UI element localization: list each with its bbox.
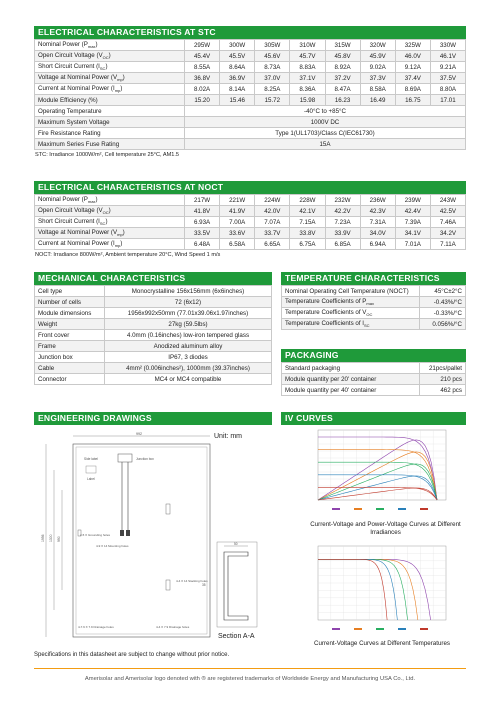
- dim-inner2: 990: [57, 536, 61, 542]
- row-label: [35, 40, 185, 51]
- value-cell: 210 pcs: [420, 374, 466, 385]
- value-cell: 6.58A: [220, 239, 255, 250]
- value-cell: 37.1V: [290, 73, 325, 84]
- table-row: [35, 330, 272, 341]
- value-cell: 46.0V: [395, 51, 430, 62]
- footer-trademark: Amerisolar and Amerisolar logo denoted with ® are registered trademarks of Worldwide Energy and Manufacturing USA Co., Ltd.: [84, 676, 416, 682]
- row-label: [35, 297, 105, 308]
- value-cell: 8.55A: [185, 62, 220, 73]
- stc-header: ELECTRICAL CHARACTERISTICS AT STC: [34, 26, 466, 39]
- label-text: Nominal Operating Cell Temperature (NOCT): [285, 287, 409, 295]
- row-label: [35, 319, 105, 330]
- legend-swatch: [354, 628, 362, 630]
- label-text: Front cover: [38, 331, 70, 339]
- legend-swatch: [354, 508, 362, 510]
- row-label: [35, 341, 105, 352]
- temp-header: TEMPERATURE CHARACTERISTICS: [281, 272, 466, 285]
- label-text: Temperature Coefficients of P: [285, 297, 367, 305]
- label-text: Connector: [38, 375, 67, 383]
- value-cell: 236W: [360, 195, 395, 206]
- label-box: [86, 466, 96, 473]
- value-cell: 6.75A: [290, 239, 325, 250]
- table-row: [35, 51, 466, 62]
- table-row: [35, 128, 466, 139]
- mech-header: MECHANICAL CHARACTERISTICS: [34, 272, 272, 285]
- row-label: [35, 352, 105, 363]
- table-row: [35, 217, 466, 228]
- value-cell: 7.07A: [255, 217, 290, 228]
- table-row: [35, 206, 466, 217]
- label-subscript: SC: [99, 221, 106, 227]
- table-row: [35, 341, 272, 352]
- label-subscript: OC: [102, 55, 109, 61]
- value-cell: 15.20: [185, 95, 220, 106]
- value-cell: 37.0V: [255, 73, 290, 84]
- row-label: [35, 217, 185, 228]
- row-label: [282, 385, 420, 396]
- table-row: [282, 385, 466, 396]
- value-cell: 15A: [185, 139, 466, 150]
- row-label: Maximum System Voltage: [35, 117, 185, 128]
- table-row: [35, 363, 272, 374]
- value-cell: IP67, 3 diodes: [105, 352, 272, 363]
- table-row: [35, 286, 272, 297]
- value-cell: 217W: [185, 195, 220, 206]
- label-text: Junction box: [38, 353, 73, 361]
- value-cell: 45.4V: [185, 51, 220, 62]
- value-cell: 7.15A: [290, 217, 325, 228]
- value-cell: 45.9V: [360, 51, 395, 62]
- label-tail: ): [105, 217, 108, 225]
- table-row: [35, 239, 466, 250]
- row-label: Operating Temperature: [35, 106, 185, 117]
- value-cell: 8.64A: [220, 62, 255, 73]
- iv-caption-1: Current-Voltage and Power-Voltage Curves at Different Irradiances: [310, 521, 461, 536]
- value-cell: 34.0V: [360, 228, 395, 239]
- label-text: Module quantity per 40' container: [285, 386, 377, 394]
- value-cell: 221W: [220, 195, 255, 206]
- value-cell: 8.73A: [255, 62, 290, 73]
- row-label: [282, 319, 420, 330]
- table-row: [282, 286, 466, 297]
- value-cell: 15.72: [255, 95, 290, 106]
- value-cell: 4.0mm (0.16inches) low-iron tempered glass: [105, 330, 272, 341]
- table-row: [35, 297, 272, 308]
- value-cell: 7.31A: [360, 217, 395, 228]
- junction-box-label: Junction box: [136, 457, 154, 461]
- value-cell: 21pcs/pallet: [420, 363, 466, 374]
- label-text: Module dimensions: [38, 309, 92, 317]
- unit-label: Unit: mm: [214, 433, 242, 440]
- value-cell: 16.49: [360, 95, 395, 106]
- legend-swatch: [420, 508, 428, 510]
- value-cell: 330W: [430, 40, 465, 51]
- value-cell: 9.21A: [430, 62, 465, 73]
- value-cell: 34.2V: [430, 228, 465, 239]
- label-text: Voltage at Nominal Power (V: [38, 73, 118, 81]
- dim-section-w: 50: [234, 542, 238, 546]
- label-subscript: mp: [117, 77, 123, 83]
- stc-note: STC: Irradiance 1000W/m², Cell temperature 25°C, AM1.5: [35, 152, 180, 158]
- iv-caption-2: Current-Voltage Curves at Different Temperatures: [314, 640, 450, 647]
- label-text: Nominal Power (P: [38, 40, 88, 48]
- row-label: [282, 286, 420, 297]
- value-cell: -0.43%/°C: [420, 297, 466, 308]
- row-label: [35, 51, 185, 62]
- noct-note: NOCT: Irradiance 800W/m², Ambient temperature 20°C, Wind Speed 1 m/s: [35, 252, 221, 258]
- row-label: [282, 374, 420, 385]
- label-text: Short Circuit Current (I: [38, 217, 100, 225]
- label-text: Cable: [38, 364, 55, 372]
- noct-section: [34, 181, 466, 260]
- value-cell: 295W: [185, 40, 220, 51]
- value-cell: 462 pcs: [420, 385, 466, 396]
- label-text: Cell type: [38, 287, 63, 295]
- disclaimer: Specifications in this datasheet are subject to change without prior notice.: [34, 652, 230, 658]
- legend-swatch: [420, 628, 428, 630]
- mech-table: [34, 285, 272, 385]
- pack-section: [281, 349, 466, 396]
- iv-chart-irradiance: [302, 428, 462, 520]
- value-cell: 46.1V: [430, 51, 465, 62]
- label-subscript: SC: [99, 66, 106, 72]
- label-tail: ): [105, 62, 108, 70]
- row-label: [35, 330, 105, 341]
- legend-swatch: [332, 628, 340, 630]
- row-label: [35, 62, 185, 73]
- row-label: [35, 95, 185, 106]
- value-cell: 7.23A: [325, 217, 360, 228]
- value-cell: 239W: [395, 195, 430, 206]
- value-cell: 1000V DC: [185, 117, 466, 128]
- pack-header: PACKAGING: [281, 349, 466, 362]
- row-label: [282, 297, 420, 308]
- value-cell: 33.9V: [325, 228, 360, 239]
- value-cell: 42.3V: [360, 206, 395, 217]
- footer-divider: [34, 668, 466, 669]
- label-text: Module quantity per 20' container: [285, 375, 377, 383]
- value-cell: 41.9V: [220, 206, 255, 217]
- label-text: Current at Nominal Power (I: [38, 239, 115, 247]
- table-row: [35, 352, 272, 363]
- value-cell: 45.5V: [220, 51, 255, 62]
- row-label: [35, 84, 185, 95]
- grounding-holes-label: 2-5 X Grounding holes: [80, 533, 111, 537]
- value-cell: 8.80A: [430, 84, 465, 95]
- table-row: [35, 195, 466, 206]
- value-cell: 6.94A: [360, 239, 395, 250]
- value-cell: 42.5V: [430, 206, 465, 217]
- label-subscript: mp: [114, 243, 121, 249]
- mech-section: [34, 272, 272, 385]
- value-cell: 33.7V: [255, 228, 290, 239]
- label-text: Voltage at Nominal Power (V: [38, 228, 118, 236]
- noct-table: [34, 194, 466, 250]
- value-cell: 33.5V: [185, 228, 220, 239]
- stc-table: [34, 39, 466, 150]
- row-label: [35, 195, 185, 206]
- value-cell: 8.14A: [220, 84, 255, 95]
- table-row: [35, 308, 272, 319]
- table-row: [35, 117, 466, 128]
- value-cell: 16.75: [395, 95, 430, 106]
- table-row: [35, 40, 466, 51]
- table-row: [35, 106, 466, 117]
- value-cell: 6.85A: [325, 239, 360, 250]
- row-label: [35, 73, 185, 84]
- stc-section: [34, 26, 466, 160]
- iv-header: IV CURVES: [281, 412, 466, 425]
- table-row: [35, 84, 466, 95]
- value-cell: 6.93A: [185, 217, 220, 228]
- value-cell: Type 1(UL1703)/Class C(IEC61730): [185, 128, 466, 139]
- temp-section: [281, 272, 466, 330]
- label-tail: ): [122, 228, 125, 236]
- legend-swatch: [398, 508, 406, 510]
- stacking-holes-label: 4-4 X 14 Stacking holes: [176, 579, 208, 583]
- row-label: [35, 286, 105, 297]
- legend-swatch: [376, 628, 384, 630]
- value-cell: 320W: [360, 40, 395, 51]
- row-label: [35, 228, 185, 239]
- pack-table: [281, 362, 466, 396]
- value-cell: 16.23: [325, 95, 360, 106]
- row-label: [35, 308, 105, 319]
- label-subscript: mp: [114, 88, 121, 94]
- value-cell: 8.83A: [290, 62, 325, 73]
- row-label: [35, 206, 185, 217]
- table-row: [282, 319, 466, 330]
- value-cell: 9.12A: [395, 62, 430, 73]
- dim-height: 1956: [41, 534, 45, 542]
- value-cell: 7.00A: [220, 217, 255, 228]
- value-cell: 6.48A: [185, 239, 220, 250]
- dim-width: 992: [136, 432, 142, 436]
- row-label: Maximum Series Fuse Rating: [35, 139, 185, 150]
- row-label: Fire Resistance Rating: [35, 128, 185, 139]
- label-text: Temperature Coefficients of I: [285, 319, 364, 327]
- value-cell: 8.02A: [185, 84, 220, 95]
- value-cell: 8.36A: [290, 84, 325, 95]
- value-cell: 17.01: [430, 95, 465, 106]
- value-cell: 45.6V: [255, 51, 290, 62]
- dim-section-h: 35: [202, 583, 206, 587]
- label-tail: ): [108, 206, 111, 214]
- label-text: Label: [87, 477, 95, 481]
- label-text: Frame: [38, 342, 56, 350]
- value-cell: 228W: [290, 195, 325, 206]
- value-cell: 45°C±2°C: [420, 286, 466, 297]
- label-tail: ): [122, 73, 125, 81]
- value-cell: 224W: [255, 195, 290, 206]
- value-cell: 315W: [325, 40, 360, 51]
- value-cell: 45.7V: [290, 51, 325, 62]
- value-cell: 300W: [220, 40, 255, 51]
- label-text: Module Efficiency (%): [38, 96, 98, 104]
- label-tail: ): [108, 51, 111, 59]
- table-row: [282, 297, 466, 308]
- label-subscript: OC: [366, 312, 373, 318]
- table-row: [282, 374, 466, 385]
- dim-inner1: 1300: [49, 534, 53, 542]
- value-cell: Anodized aluminum alloy: [105, 341, 272, 352]
- table-row: [282, 308, 466, 319]
- table-row: [35, 228, 466, 239]
- table-row: [35, 319, 272, 330]
- label-subscript: max: [87, 199, 96, 205]
- value-cell: 6.65A: [255, 239, 290, 250]
- noct-header: ELECTRICAL CHARACTERISTICS AT NOCT: [34, 181, 466, 194]
- iv-chart-temperature: [302, 544, 462, 636]
- drainage-holes-2-label: 4-4 X 7.9 Drainage holes: [156, 625, 190, 629]
- side-label-text: Side label: [84, 457, 98, 461]
- value-cell: 305W: [255, 40, 290, 51]
- engineering-drawing: [36, 430, 272, 648]
- value-cell: 27kg (59.5lbs): [105, 319, 272, 330]
- row-label: [282, 363, 420, 374]
- row-label: [35, 363, 105, 374]
- value-cell: Monocrystalline 156x156mm (6x6inches): [105, 286, 272, 297]
- label-subscript: SC: [364, 323, 370, 329]
- value-cell: 7.46A: [430, 217, 465, 228]
- label-subscript: mp: [117, 232, 123, 238]
- value-cell: 33.8V: [290, 228, 325, 239]
- value-cell: 42.4V: [395, 206, 430, 217]
- value-cell: 9.02A: [360, 62, 395, 73]
- value-cell: 8.47A: [325, 84, 360, 95]
- value-cell: 33.6V: [220, 228, 255, 239]
- temp-table: [281, 285, 466, 330]
- value-cell: 232W: [325, 195, 360, 206]
- value-cell: 36.9V: [220, 73, 255, 84]
- value-cell: 15.98: [290, 95, 325, 106]
- value-cell: 7.11A: [430, 239, 465, 250]
- label-subscript: max: [366, 301, 374, 307]
- value-cell: 37.5V: [430, 73, 465, 84]
- legend-swatch: [332, 508, 340, 510]
- value-cell: 7.01A: [395, 239, 430, 250]
- drainage-holes-label: 4-7.9 X 7.9 Drainage holes: [78, 625, 114, 629]
- value-cell: 243W: [430, 195, 465, 206]
- row-label: [282, 308, 420, 319]
- table-row: [35, 139, 466, 150]
- table-row: [35, 73, 466, 84]
- row-label: [35, 374, 105, 385]
- table-row: [282, 363, 466, 374]
- value-cell: 42.1V: [290, 206, 325, 217]
- label-text: Nominal Power (P: [38, 195, 88, 203]
- value-cell: 37.3V: [360, 73, 395, 84]
- label-tail: ): [120, 84, 123, 92]
- label-subscript: max: [87, 44, 96, 50]
- value-cell: 15.46: [220, 95, 255, 106]
- value-cell: 7.39A: [395, 217, 430, 228]
- value-cell: 8.69A: [395, 84, 430, 95]
- legend-swatch: [376, 508, 384, 510]
- drawings-section: [34, 412, 272, 425]
- table-row: [35, 62, 466, 73]
- label-text: Short Circuit Current (I: [38, 62, 100, 70]
- junction-box-shape: [118, 454, 132, 462]
- value-cell: 45.8V: [325, 51, 360, 62]
- value-cell: 8.25A: [255, 84, 290, 95]
- label-text: Open Circuit Voltage (V: [38, 206, 103, 214]
- value-cell: 4mm² (0.006inches²), 1000mm (39.37inches): [105, 363, 272, 374]
- label-text: Current at Nominal Power (I: [38, 84, 115, 92]
- row-label: [35, 239, 185, 250]
- label-tail: ): [95, 195, 98, 203]
- table-row: [35, 95, 466, 106]
- section-label: Section A-A: [218, 633, 255, 640]
- label-text: Open Circuit Voltage (V: [38, 51, 103, 59]
- value-cell: 325W: [395, 40, 430, 51]
- drawings-header: ENGINEERING DRAWINGS: [34, 412, 272, 425]
- mounting-holes-label: 4-9 X 14 Mounting holes: [96, 544, 129, 548]
- value-cell: 34.1V: [395, 228, 430, 239]
- legend-swatch: [398, 628, 406, 630]
- label-tail: ): [95, 40, 98, 48]
- value-cell: 310W: [290, 40, 325, 51]
- value-cell: MC4 or MC4 compatible: [105, 374, 272, 385]
- value-cell: 0.056%/°C: [420, 319, 466, 330]
- value-cell: 8.92A: [325, 62, 360, 73]
- label-text: Standard packaging: [285, 364, 341, 372]
- value-cell: 41.8V: [185, 206, 220, 217]
- value-cell: 42.2V: [325, 206, 360, 217]
- value-cell: 36.8V: [185, 73, 220, 84]
- value-cell: 8.58A: [360, 84, 395, 95]
- label-text: Number of cells: [38, 298, 81, 306]
- label-tail: ): [120, 239, 123, 247]
- value-cell: -0.33%/°C: [420, 308, 466, 319]
- value-cell: 72 (6x12): [105, 297, 272, 308]
- label-text: Weight: [38, 320, 58, 328]
- value-cell: 37.4V: [395, 73, 430, 84]
- value-cell: 37.2V: [325, 73, 360, 84]
- table-row: [35, 374, 272, 385]
- module-inner-outline: [76, 447, 207, 634]
- iv-section: [281, 412, 466, 425]
- value-cell: -40°C to +85°C: [185, 106, 466, 117]
- label-subscript: OC: [102, 210, 109, 216]
- value-cell: 42.0V: [255, 206, 290, 217]
- label-text: Temperature Coefficients of V: [285, 308, 367, 316]
- value-cell: 1956x992x50mm (77.01x39.06x1.97inches): [105, 308, 272, 319]
